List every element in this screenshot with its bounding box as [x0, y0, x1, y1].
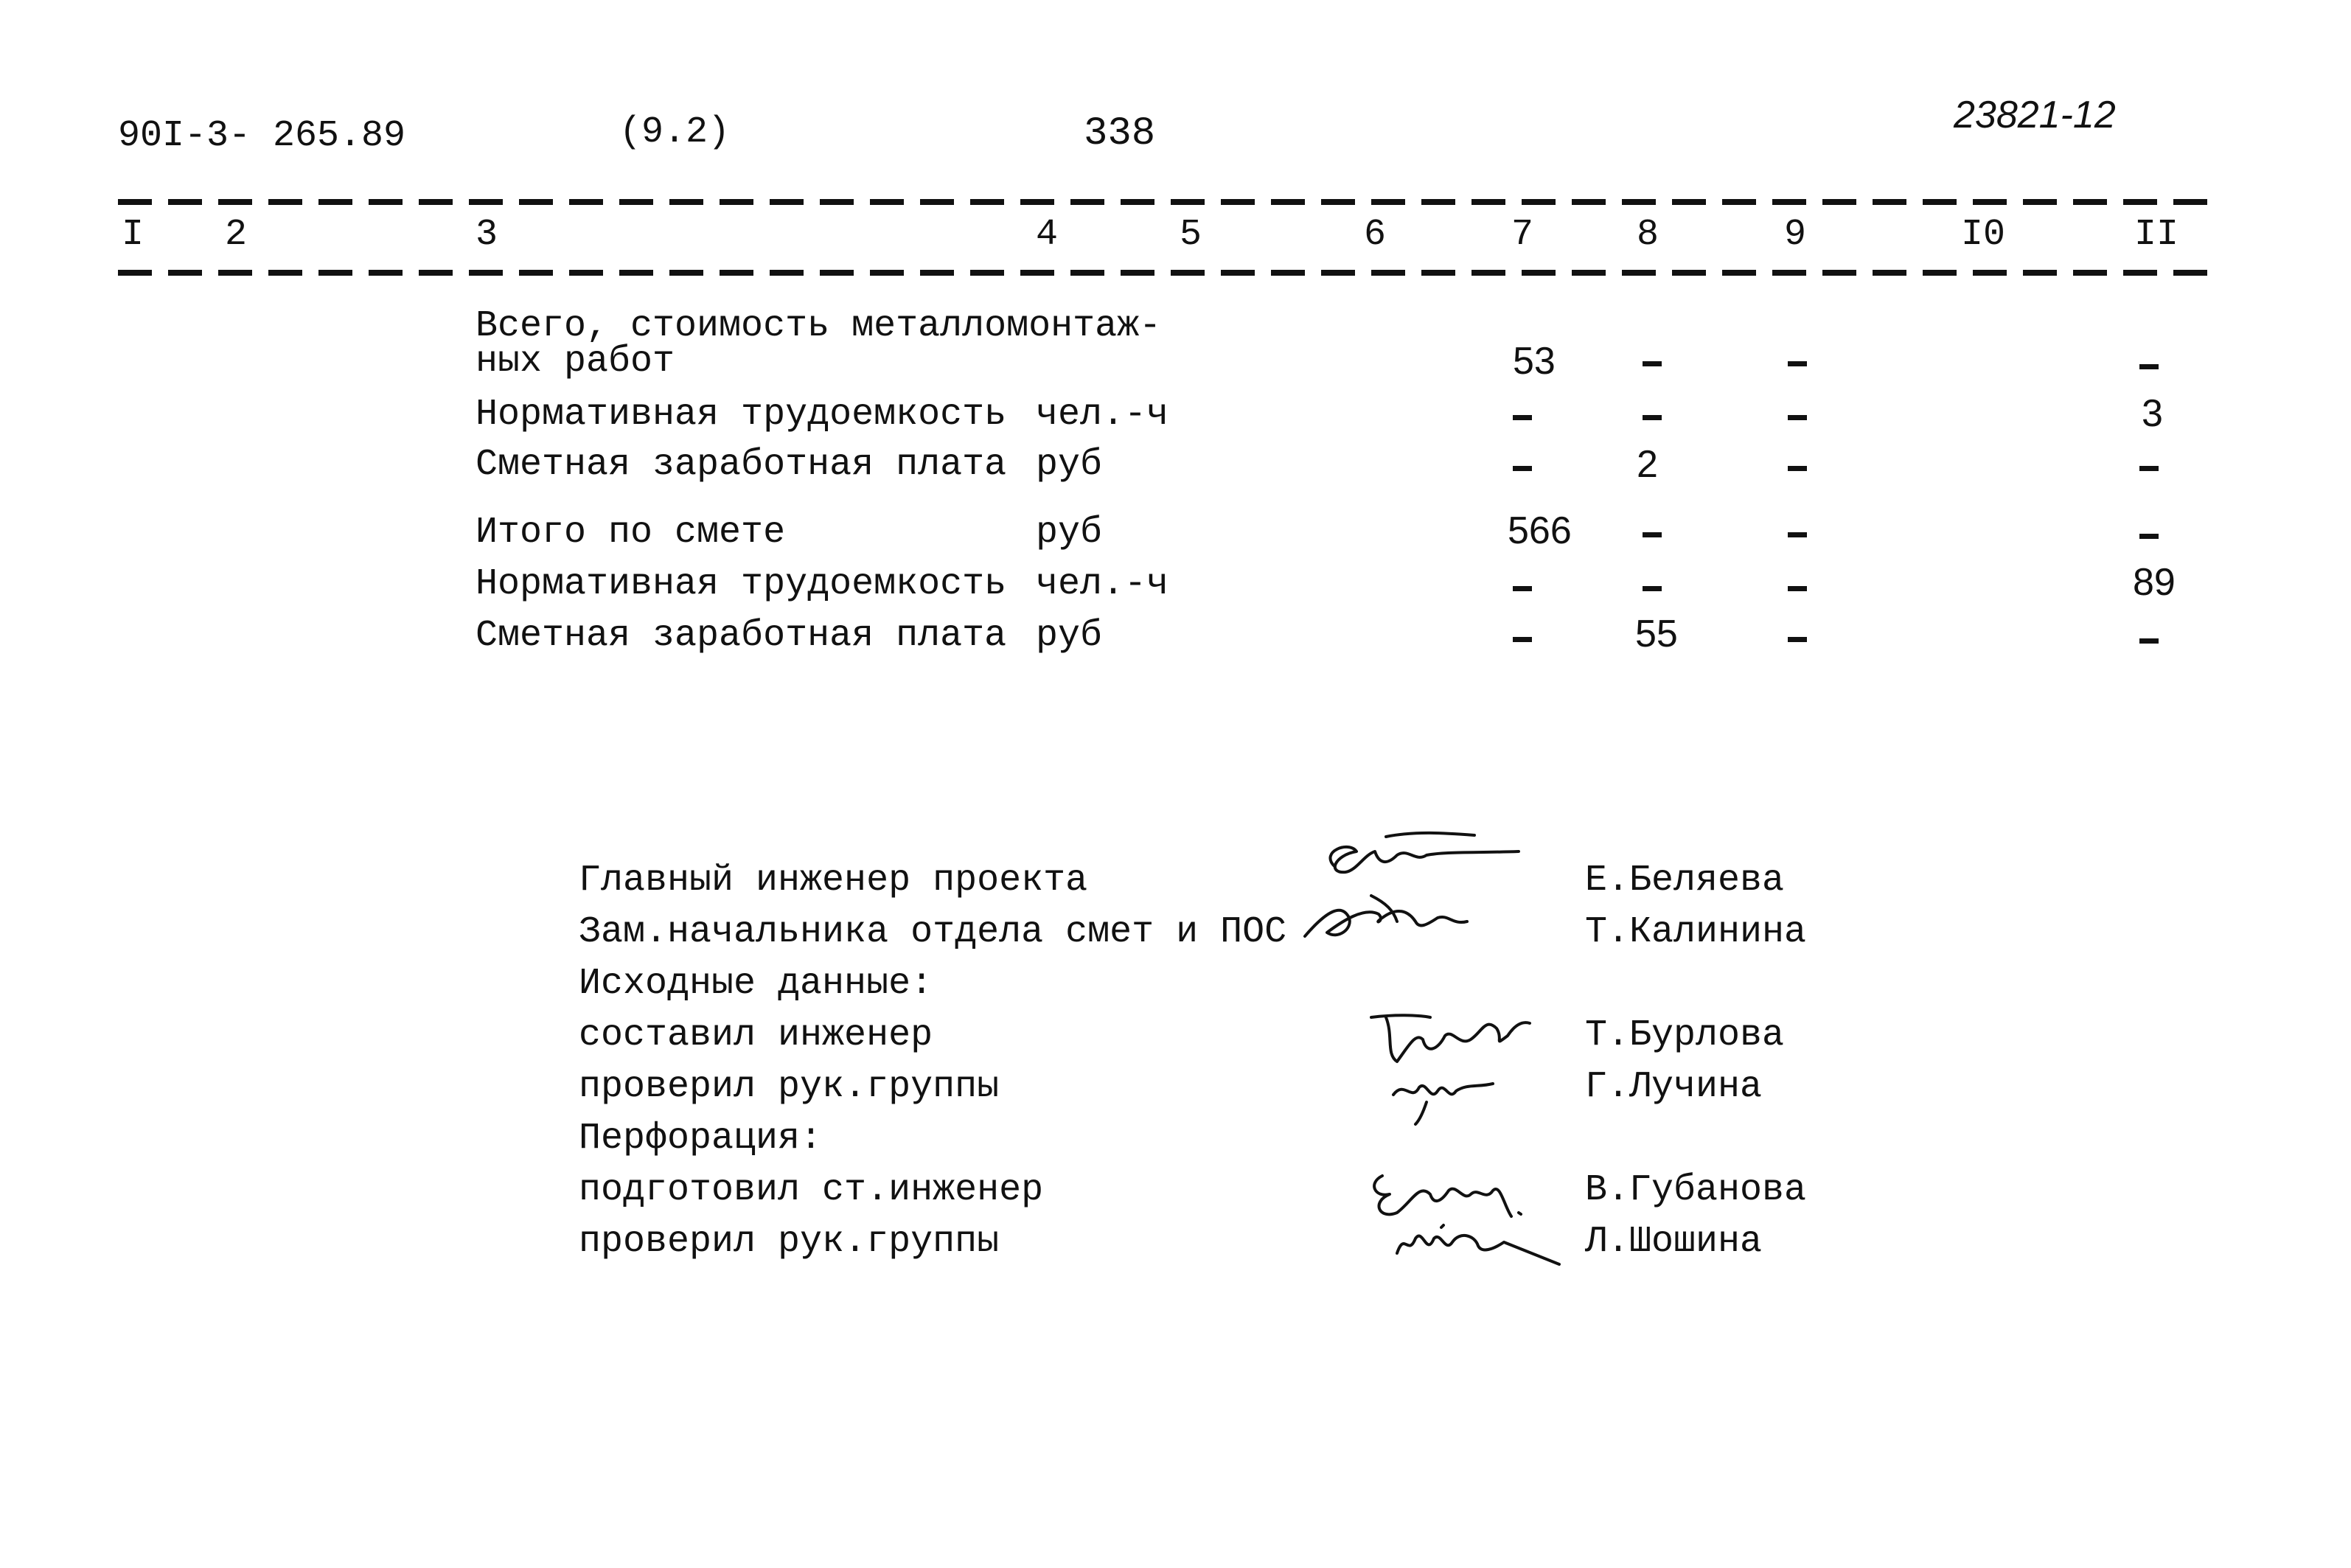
signer-role-prepared: подготовил ст.инженер: [579, 1169, 1044, 1211]
row-total-col8-dash: [1643, 361, 1662, 366]
row-labor1-col8-dash: [1643, 415, 1662, 420]
row-wage2-col8: 55: [1635, 613, 1678, 655]
row-labor1-col11: 3: [2142, 392, 2163, 435]
section-number: (9.2): [619, 111, 731, 153]
row-total-col9-dash: [1788, 361, 1807, 366]
section-initial-data: Исходные данные:: [579, 963, 933, 1005]
signature-shoshina: [1386, 1209, 1563, 1275]
col-header-6: 6: [1364, 214, 1387, 256]
document-code: 90I-3- 265.89: [118, 115, 406, 157]
table-header-rule: [118, 270, 2219, 276]
signer-name-shoshina: Л.Шошина: [1585, 1221, 1763, 1263]
col-header-4: 4: [1036, 214, 1059, 256]
signer-role-chief-engineer: Главный инженер проекта: [579, 860, 1088, 902]
row-wage1-col11-dash: [2139, 466, 2159, 471]
row-wage2-name: Сметная заработная плата: [476, 615, 1007, 657]
col-header-10: I0: [1961, 214, 2006, 256]
table-top-rule: [118, 199, 2219, 205]
signature-luchina: [1386, 1062, 1504, 1128]
signature-belyaeva: [1305, 822, 1526, 888]
row-labor1-col7-dash: [1513, 415, 1532, 420]
row-labor2-col11: 89: [2133, 561, 2176, 604]
col-header-1: I: [122, 214, 144, 256]
row-grand-name: Итого по смете: [476, 512, 786, 554]
col-header-2: 2: [225, 214, 248, 256]
signer-name-kalinina: Т.Калинина: [1585, 911, 1807, 953]
row-labor2-col9-dash: [1788, 586, 1807, 591]
row-wage1-name: Сметная заработная плата: [476, 444, 1007, 486]
row-grand-col11-dash: [2139, 534, 2159, 539]
row-wage1-col8: 2: [1637, 443, 1658, 486]
signer-role-deputy-head: Зам.начальника отдела смет и ПОС: [579, 911, 1287, 953]
row-wage1-unit: руб: [1036, 444, 1103, 486]
row-labor1-unit: чел.-ч: [1036, 394, 1169, 436]
row-wage2-unit: руб: [1036, 615, 1103, 657]
row-labor2-name: Нормативная трудоемкость: [476, 563, 1007, 605]
row-grand-col7: 566: [1508, 509, 1572, 552]
row-labor2-col8-dash: [1643, 586, 1662, 591]
row-labor1-name: Нормативная трудоемкость: [476, 394, 1007, 436]
col-header-3: 3: [476, 214, 498, 256]
row-grand-unit: руб: [1036, 512, 1103, 554]
row-total-name-line2: ных работ: [476, 341, 675, 383]
page-number: 338: [1084, 111, 1156, 156]
signature-kalinina: [1298, 881, 1489, 955]
signer-role-compiled: составил инженер: [579, 1014, 933, 1056]
row-grand-col8-dash: [1643, 532, 1662, 537]
row-labor2-unit: чел.-ч: [1036, 563, 1169, 605]
row-wage1-col9-dash: [1788, 466, 1807, 471]
row-wage2-col9-dash: [1788, 637, 1807, 642]
col-header-11: II: [2134, 214, 2179, 256]
signer-name-gubanova: В.Губанова: [1585, 1169, 1807, 1211]
archive-number: 23821-12: [1954, 94, 2116, 136]
row-grand-col9-dash: [1788, 532, 1807, 537]
row-total-col11-dash: [2139, 364, 2159, 369]
signer-name-luchina: Г.Лучина: [1585, 1066, 1763, 1108]
row-total-name-line1: Всего, стоимость металломонтаж-: [476, 305, 1162, 347]
col-header-8: 8: [1637, 214, 1659, 256]
row-wage2-col11-dash: [2139, 638, 2159, 644]
row-wage1-col7-dash: [1513, 466, 1532, 471]
col-header-9: 9: [1784, 214, 1807, 256]
row-wage2-col7-dash: [1513, 637, 1532, 642]
section-perforation: Перфорация:: [579, 1118, 823, 1160]
signer-role-checked-1: проверил рук.группы: [579, 1066, 1000, 1108]
row-total-col7: 53: [1513, 340, 1556, 383]
row-labor1-col9-dash: [1788, 415, 1807, 420]
signer-name-belyaeva: Е.Беляева: [1585, 860, 1785, 902]
col-header-7: 7: [1511, 214, 1534, 256]
signer-role-checked-2: проверил рук.группы: [579, 1221, 1000, 1263]
signer-name-burlova: Т.Бурлова: [1585, 1014, 1785, 1056]
row-labor2-col7-dash: [1513, 586, 1532, 591]
col-header-5: 5: [1180, 214, 1202, 256]
